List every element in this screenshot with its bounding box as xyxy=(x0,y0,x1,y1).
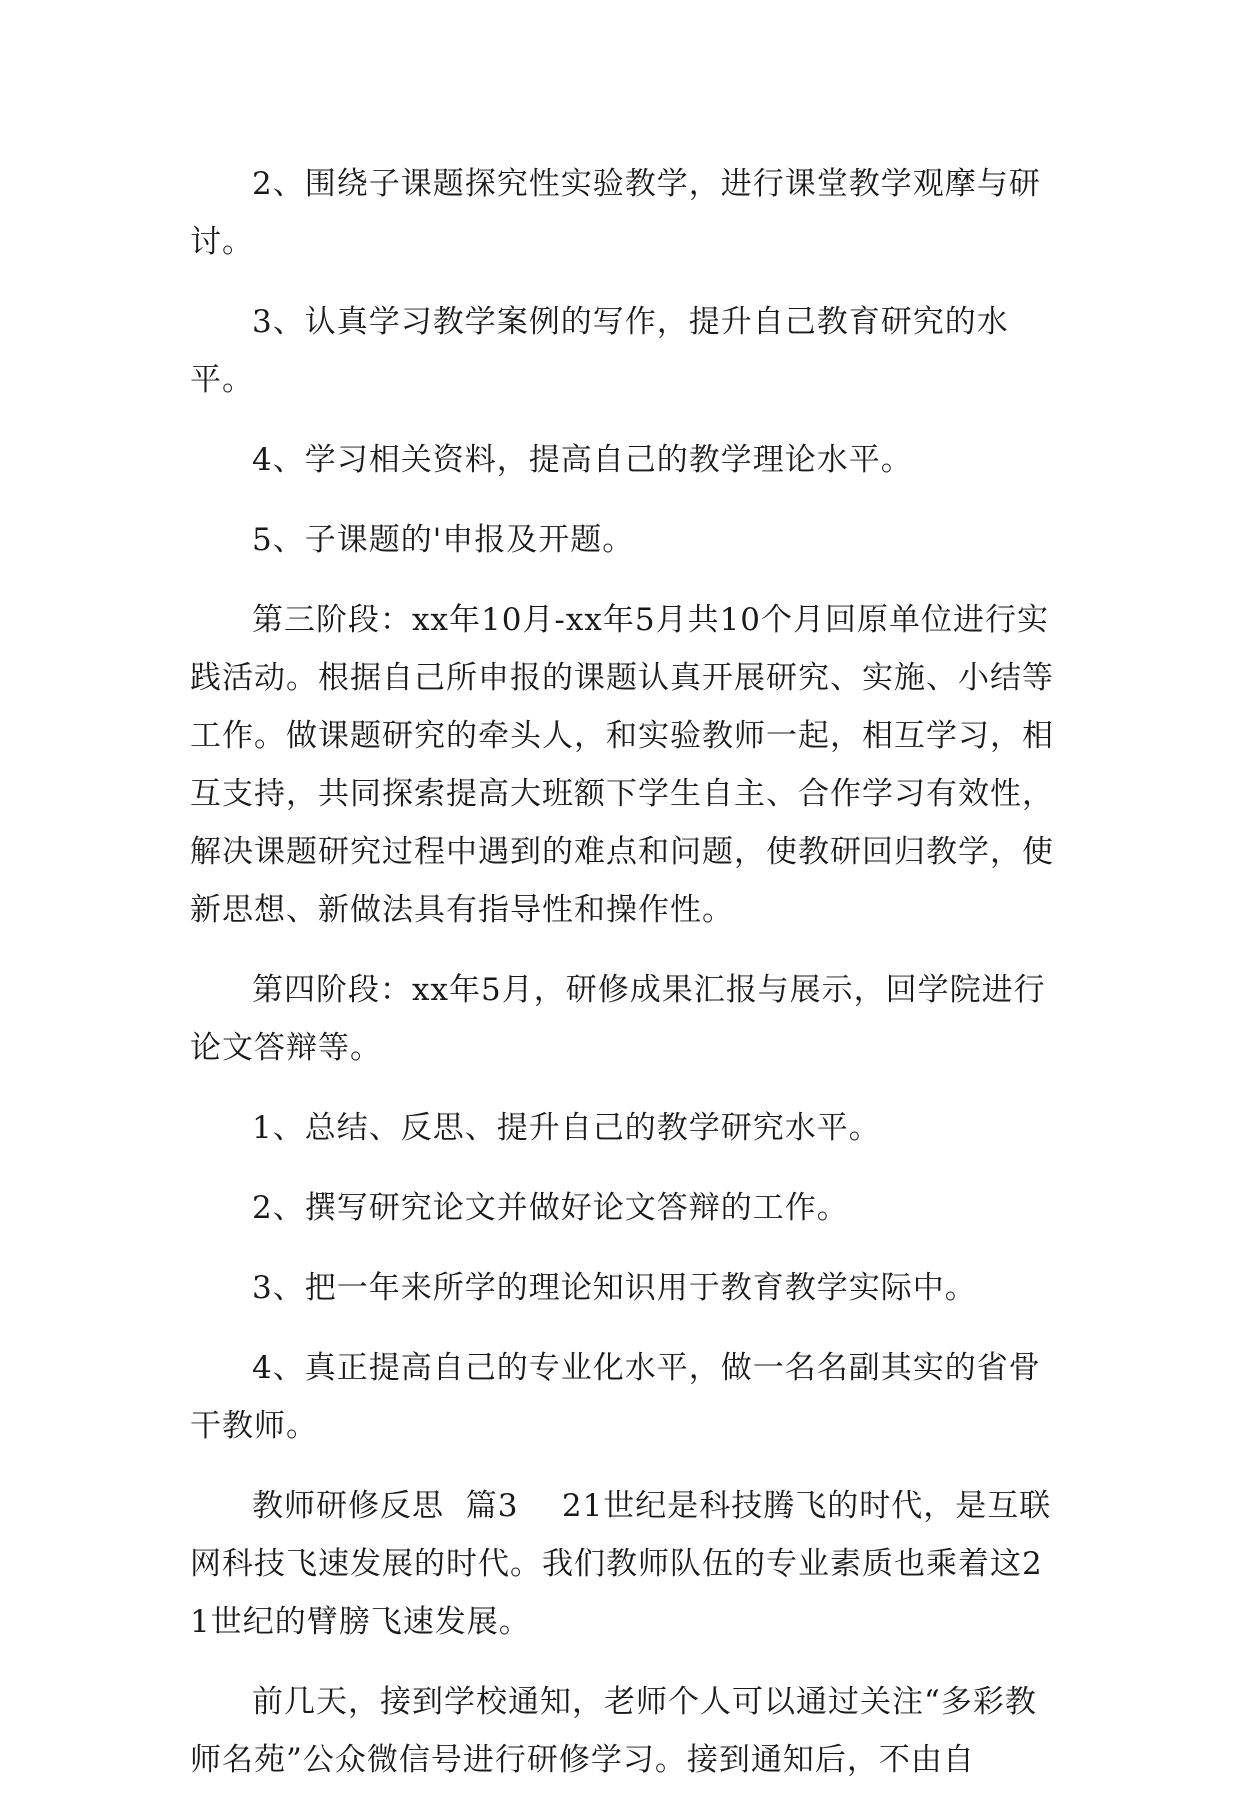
paragraph: 3、认真学习教学案例的写作，提升自己教育研究的水平。 xyxy=(190,304,1009,398)
document-body xyxy=(190,155,1055,1811)
paragraph: 前几天，接到学校通知，老师个人可以通过关注“多彩教师名苑”公众微信号进行研修学习。接到通知后，不由自 xyxy=(190,1684,1037,1778)
paragraph: 2、撰写研究论文并做好论文答辩的工作。 xyxy=(252,1190,849,1226)
paragraph: 第四阶段：xx年5月，研修成果汇报与展示，回学院进行论文答辩等。 xyxy=(190,972,1046,1066)
paragraph: 2、围绕子课题探究性实验教学，进行课堂教学观摩与研讨。 xyxy=(190,166,1041,260)
paragraph: 4、真正提高自己的专业化水平，做一名名副其实的省骨干教师。 xyxy=(190,1350,1041,1444)
paragraph: 3、把一年来所学的理论知识用于教育教学实际中。 xyxy=(252,1270,977,1306)
paragraph: 4、学习相关资料，提高自己的教学理论水平。 xyxy=(252,442,913,478)
paragraph: 第三阶段：xx年10月-xx年5月共10个月回原单位进行实践活动。根据自己所申报的课题认真开展研究、实施、小结等工作。做课题研究的牵头人，和实验教师一起，相互学习，相互支持，共同探索提高大班额下学生自主、合作学习有效性，解决课题研究过程中遇到的难点和问题，使教研回归教学，使新思想、新做法具有指导性和操作性。 xyxy=(190,602,1054,928)
paragraph: 1、总结、反思、提升自己的教学研究水平。 xyxy=(252,1110,881,1146)
paragraph: 5、子课题的'申报及开题。 xyxy=(252,522,635,558)
paragraph: 教师研修反思 篇3 21世纪是科技腾飞的时代，是互联网科技飞速发展的时代。我们教师队伍的专业素质也乘着这21世纪的臂膀飞速发展。 xyxy=(190,1488,1052,1640)
